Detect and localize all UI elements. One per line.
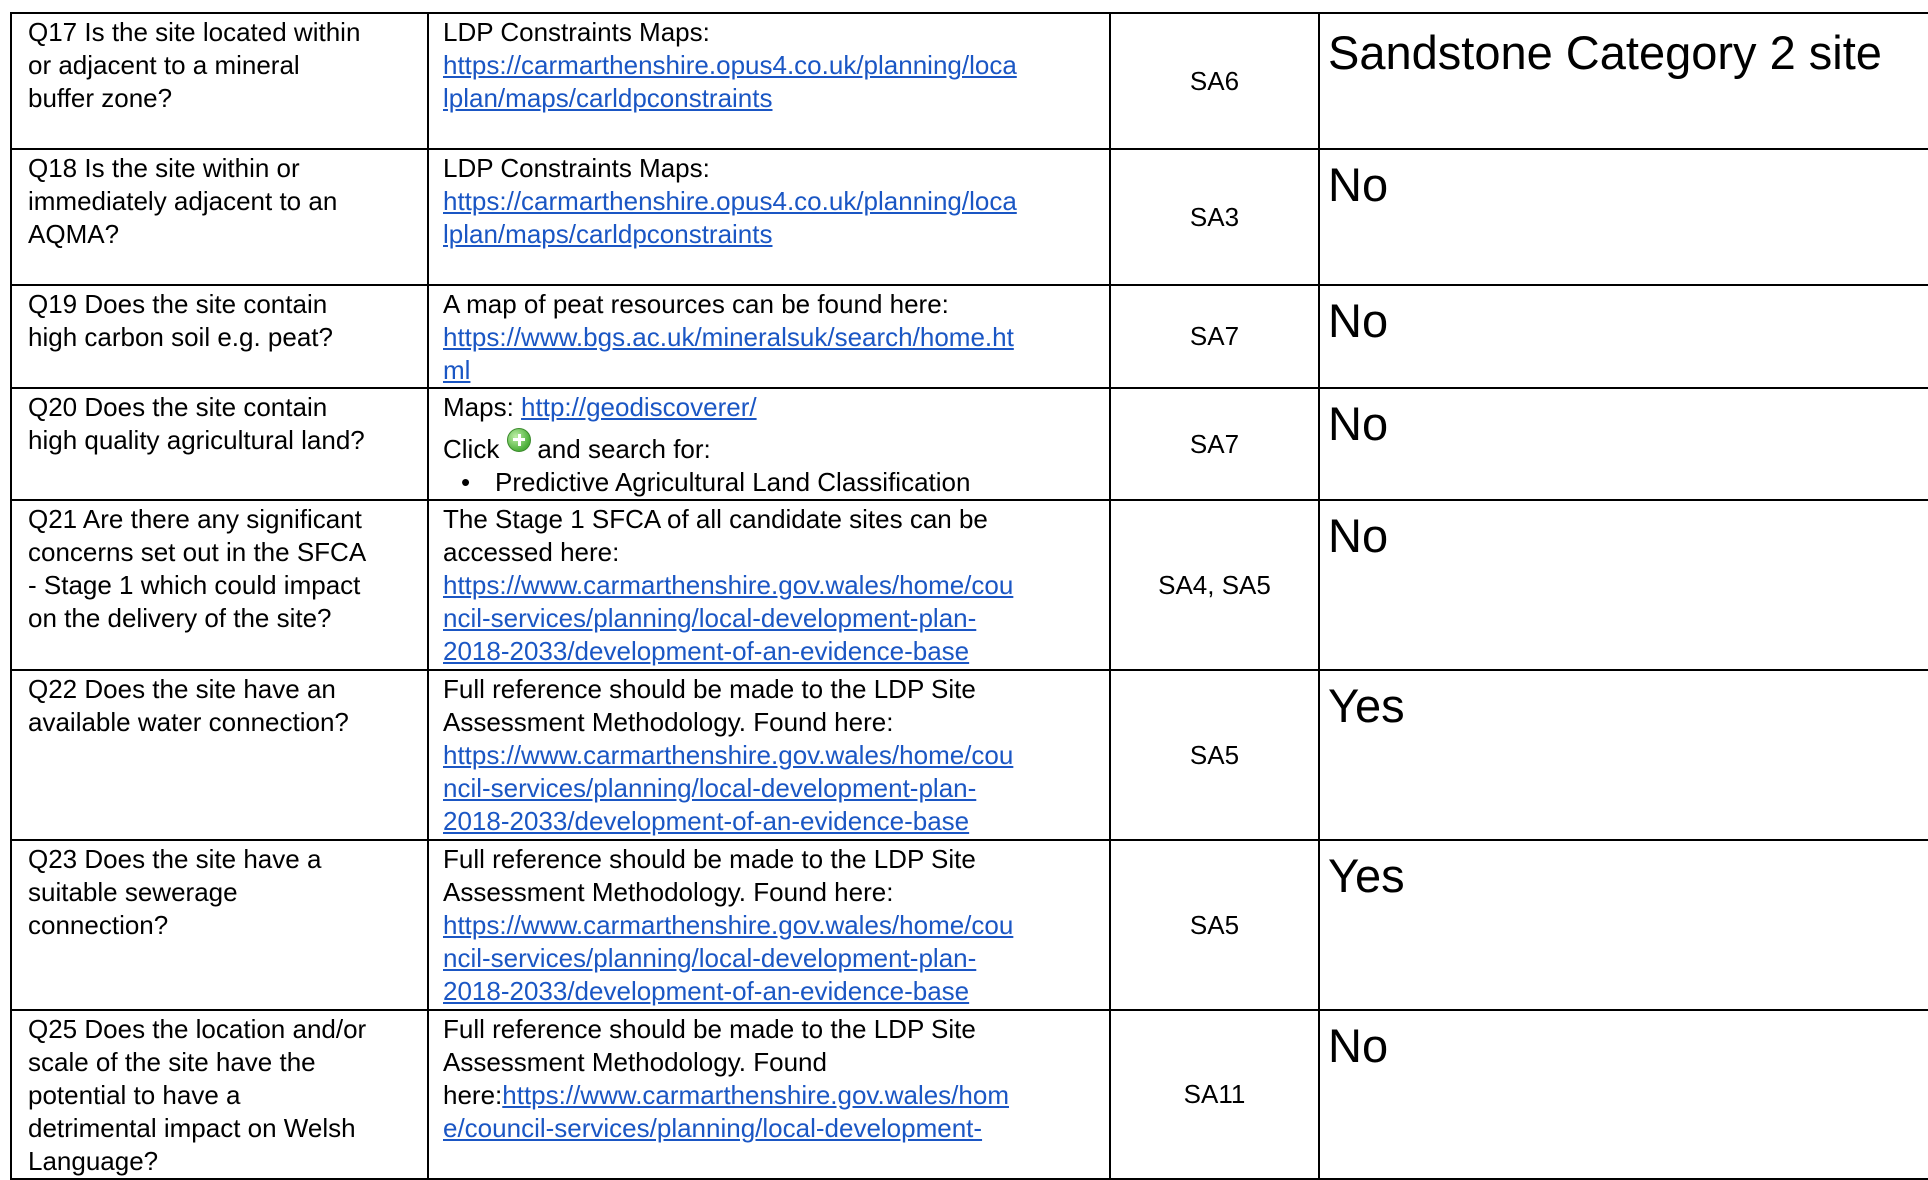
peat-map-link[interactable]: https://www.bgs.ac.uk/mineralsuk/search/home.ht ml bbox=[443, 322, 1014, 385]
question-cell: Q18 Is the site within or immediately adjacent to an AQMA? bbox=[11, 149, 428, 285]
geodiscoverer-link[interactable]: http://geodiscoverer/ bbox=[521, 392, 757, 422]
source-text: Full reference should be made to the LDP Site Assessment Methodology. Found bbox=[443, 1014, 976, 1077]
table-row bbox=[11, 840, 1928, 1010]
answer-cell: No bbox=[1319, 149, 1928, 285]
sa-cell: SA3 bbox=[1110, 149, 1319, 285]
table-row bbox=[11, 1010, 1928, 1179]
constraints-map-link[interactable]: https://carmarthenshire.opus4.co.uk/planning/loca lplan/maps/carldpconstraints bbox=[443, 50, 1017, 113]
sa-cell: SA7 bbox=[1110, 388, 1319, 500]
question-cell: Q25 Does the location and/or scale of the site have the potential to have a detrimental impact on Welsh Language? bbox=[11, 1010, 428, 1179]
sa-cell: SA5 bbox=[1110, 840, 1319, 1010]
search-text: and search for: bbox=[537, 434, 711, 464]
table-row bbox=[11, 670, 1928, 840]
click-line bbox=[443, 428, 1099, 466]
source-text: Full reference should be made to the LDP Site Assessment Methodology. Found here: bbox=[443, 844, 976, 907]
bullet-item: • Predictive Agricultural Land Classification bbox=[443, 466, 1099, 499]
answer-cell: No bbox=[1319, 1010, 1928, 1179]
here-prefix: here: bbox=[443, 1080, 503, 1110]
source-cell bbox=[428, 388, 1110, 500]
source-cell bbox=[428, 1010, 1110, 1179]
sa-cell: SA5 bbox=[1110, 670, 1319, 840]
answer-cell: No bbox=[1319, 500, 1928, 670]
maps-prefix: Maps: bbox=[443, 392, 522, 422]
answer-cell: No bbox=[1319, 388, 1928, 500]
question-cell: Q20 Does the site contain high quality agricultural land? bbox=[11, 388, 428, 500]
evidence-base-link[interactable]: https://www.carmarthenshire.gov.wales/home/cou ncil-services/planning/local-development-plan- 2018-2033/development-of-an-evidence-base bbox=[443, 570, 1014, 666]
question-cell: Q17 Is the site located within or adjacent to a mineral buffer zone? bbox=[11, 13, 428, 149]
constraints-map-link[interactable]: https://carmarthenshire.opus4.co.uk/planning/loca lplan/maps/carldpconstraints bbox=[443, 186, 1017, 249]
evidence-base-link[interactable]: https://www.carmarthenshire.gov.wales/hom e/council-services/planning/local-development- bbox=[443, 1080, 1009, 1143]
source-cell bbox=[428, 13, 1110, 149]
source-text: Full reference should be made to the LDP Site Assessment Methodology. Found here: bbox=[443, 674, 976, 737]
sa-cell: SA4, SA5 bbox=[1110, 500, 1319, 670]
answer-cell: No bbox=[1319, 285, 1928, 388]
sa-cell: SA7 bbox=[1110, 285, 1319, 388]
table-row bbox=[11, 388, 1928, 500]
sa-cell: SA11 bbox=[1110, 1010, 1319, 1179]
source-cell bbox=[428, 670, 1110, 840]
table-row bbox=[11, 500, 1928, 670]
maps-line bbox=[443, 391, 1099, 424]
source-cell bbox=[428, 149, 1110, 285]
table-row bbox=[11, 149, 1928, 285]
source-cell bbox=[428, 285, 1110, 388]
question-cell: Q19 Does the site contain high carbon soil e.g. peat? bbox=[11, 285, 428, 388]
source-text: LDP Constraints Maps: bbox=[443, 17, 710, 47]
sa-cell: SA6 bbox=[1110, 13, 1319, 149]
evidence-base-link[interactable]: https://www.carmarthenshire.gov.wales/home/cou ncil-services/planning/local-development-plan- 2018-2033/development-of-an-evidence-base bbox=[443, 910, 1014, 1006]
site-assessment-table bbox=[10, 12, 1928, 1180]
green-plus-circle-icon bbox=[507, 428, 531, 452]
source-text: The Stage 1 SFCA of all candidate sites can be accessed here: bbox=[443, 504, 988, 567]
source-cell bbox=[428, 840, 1110, 1010]
table-row bbox=[11, 285, 1928, 388]
question-cell: Q22 Does the site have an available water connection? bbox=[11, 670, 428, 840]
source-text: LDP Constraints Maps: bbox=[443, 153, 710, 183]
answer-cell: Sandstone Category 2 site bbox=[1319, 13, 1928, 149]
evidence-base-link[interactable]: https://www.carmarthenshire.gov.wales/home/cou ncil-services/planning/local-development-plan- 2018-2033/development-of-an-evidence-base bbox=[443, 740, 1014, 836]
answer-cell: Yes bbox=[1319, 840, 1928, 1010]
answer-cell: Yes bbox=[1319, 670, 1928, 840]
table-row bbox=[11, 13, 1928, 149]
question-cell: Q21 Are there any significant concerns set out in the SFCA - Stage 1 which could impact on the delivery of the site? bbox=[11, 500, 428, 670]
click-text: Click bbox=[443, 434, 500, 464]
question-cell: Q23 Does the site have a suitable sewerage connection? bbox=[11, 840, 428, 1010]
source-text: A map of peat resources can be found here: bbox=[443, 289, 949, 319]
source-cell bbox=[428, 500, 1110, 670]
